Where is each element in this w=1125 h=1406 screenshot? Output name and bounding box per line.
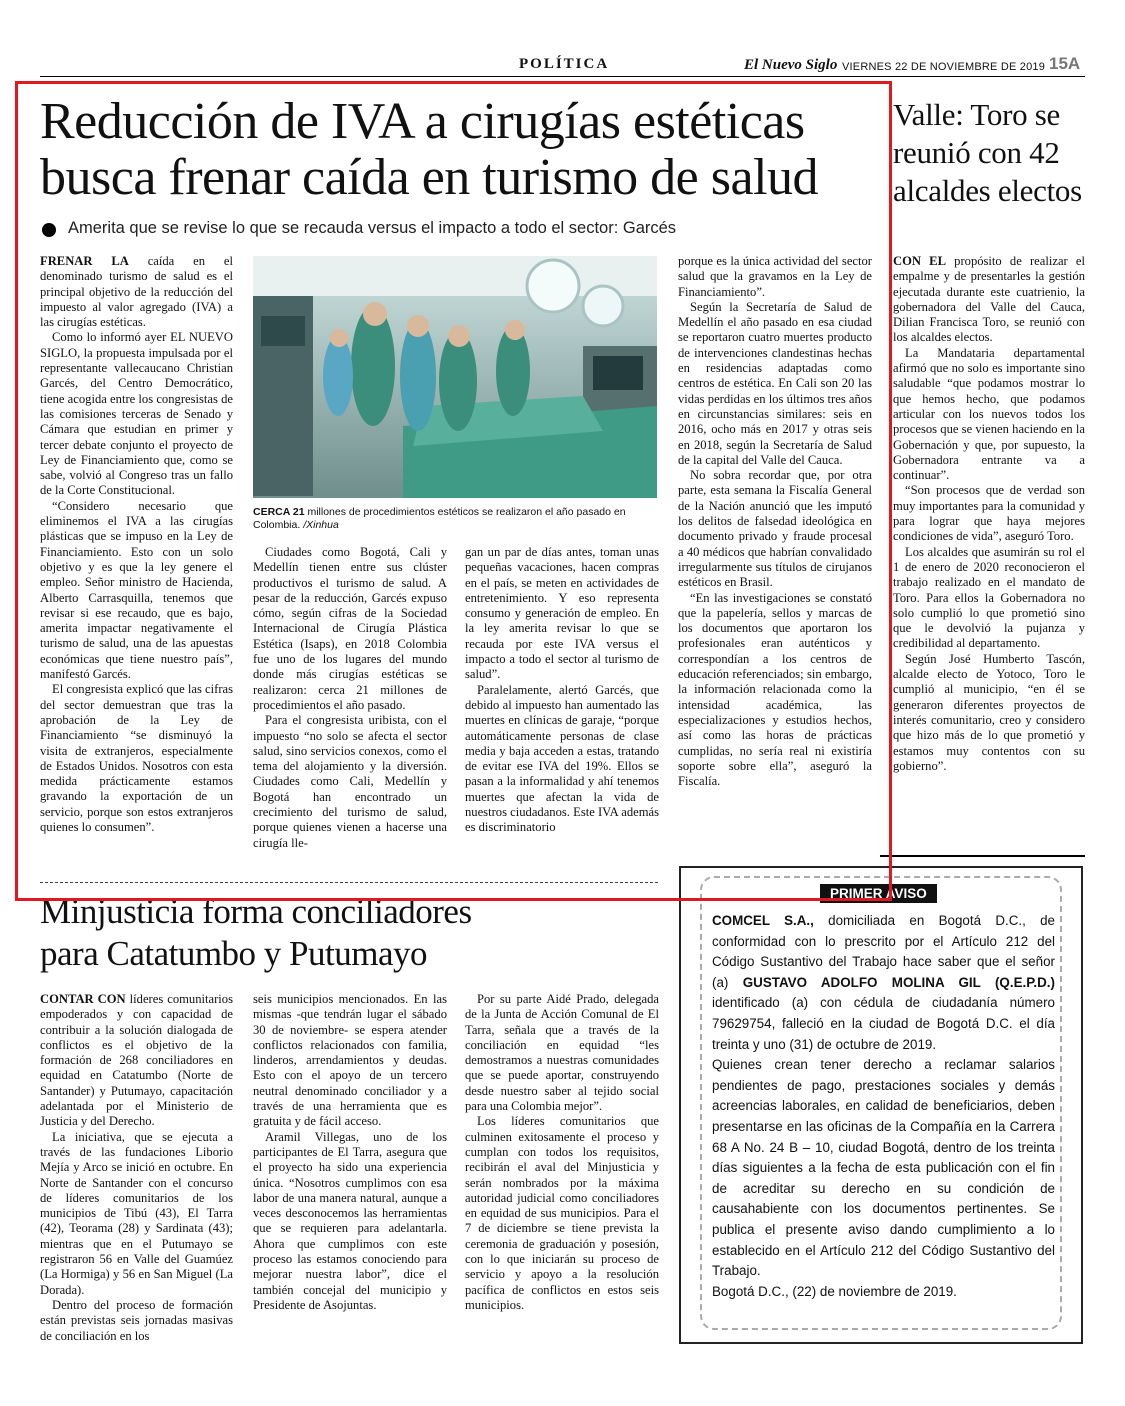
main-column-2 bbox=[253, 545, 447, 851]
minjusticia-para: Aramil Villegas, uno de los participantes de El Tarra, asegura que el proyecto ha sido una experiencia única. “Nosotros cumplimos con esa labor de una manera natural, aunque a veces desconocemos las herramientas que se requieren para adelantarla. Ahora que cumplimos con este proceso las estamos conociendo para mejorar nuestra labor”, dice el también concejal del municipio y Presidente de Asojuntas. bbox=[253, 1129, 447, 1312]
main-subtitle: Amerita que se revise lo que se recauda versus el impacto a todo el sector: Garcés bbox=[68, 219, 677, 237]
minjusticia-para: La iniciativa, que se ejecuta a través de las fundaciones Liborio Mejía y Arco se inició en octubre. En Norte de Santander con el concurso de líderes comunitarios de los municipios de Tibú (43), El Tarra (42), Teorama (28) y Sardinata (43); mientras que en el Putumayo se registraron 56 en Valle del Guamúez (La Hormiga) y 56 en San Miguel (La Dorada). bbox=[40, 1129, 233, 1297]
notice-para-2: Quienes crean tener derecho a reclamar salarios pendientes de pago, prestaciones sociales y demás acreencias laborales, en calidad de beneficiarios, deben presentarse en las oficinas de la Compañía en la Carrera 68 A No. 24 B – 10, ciudad Bogotá, dentro de los treinta días siguientes a la fecha de esta publicación con el fin de acreditar su derecho en su condición de causahabiente con los documentos pertinentes. Se publica el presente aviso dando cumplimiento a lo establecido en el Artículo 212 del Código Sustantivo del Trabajo. bbox=[712, 1057, 1055, 1279]
valle-column bbox=[893, 254, 1085, 774]
photo-caption: CERCA 21 millones de procedimientos estéticos se realizaron el año pasado en Colombia. /Xinhua bbox=[253, 506, 626, 531]
primer-aviso-badge: PRIMER AVISO bbox=[820, 884, 937, 903]
main-col1-para: “Considero necesario que eliminemos el IVA a las cirugías plásticas que se impuso en la Ley de Financiamiento. Esto con un solo objetivo y es que la ley genere el empleo. Señor ministro de Hacienda, Alberto Carrasquilla, tenemos que revisar si ese recaudo, que es bajo, amerita impactar negativamente el turismo de salud, una de las apuestas económicas que tiene nuestro país”, manifestó Garcés. bbox=[40, 498, 233, 682]
main-col3-para: gan un par de días antes, toman unas pequeñas vacaciones, hacen compras en el país, se meten en actividades de entretenimiento. Y eso representa consumo y generación de empleo. En la ley amerita revisar lo que se recauda por este IVA versus el impacto a todo el sector al turismo de salud”. bbox=[465, 545, 659, 682]
main-col4-para: porque es la única actividad del sector salud que la gravamos en la Ley de Financiamiento”. bbox=[678, 254, 872, 299]
legal-notice-text bbox=[712, 911, 1055, 1302]
notice-para-1: COMCEL S.A., domiciliada en Bogotá D.C., de conformidad con lo prescrito por el Artículo 212 del Código Sustantivo del Trabajo hace saber que el señor (a) GUSTAVO ADOLFO MOLINA GIL (Q.E.P.D.) identificado (a) con cédula de ciudadanía número 79629754, falleció en la ciudad de Bogotá D.C. el día treinta y uno (31) de octubre de 2019. bbox=[712, 913, 1056, 1052]
valle-headline: Valle: Toro se reunió con 42 alcaldes electos bbox=[893, 97, 1082, 208]
main-headline-line2: busca frenar caída en turismo de salud bbox=[40, 149, 819, 206]
minjusticia-headline-line1: Minjusticia forma conciliadores bbox=[40, 892, 472, 931]
minjusticia-para: CONTAR CON líderes comunitarios empoderados y con capacidad de contribuir a la solución dialogada de conflictos es el objetivo de la formación de 268 conciliadores en equidad en Catatumbo (Norte de Santander) y Putumayo, capacitación adelantada por el Ministerio de Justicia y del Derecho. bbox=[40, 992, 233, 1129]
main-column-1 bbox=[40, 254, 233, 835]
minjusticia-para: Dentro del proceso de formación están previstas seis jornadas masivas de conciliación en los bbox=[40, 1297, 233, 1343]
main-col4-para: “En las investigaciones se constató que la papelería, sellos y marcas de los documentos que aportaron los profesionales eran auténticos y correspondían a los centros de educación referenciados; sin embargo, la información relacionada como la intensidad académica, las especializaciones y estudios hechos, así como las horas de prácticas cumplidas, no sería real ni existiría soporte sobre ella”, aseguró la Fiscalía. bbox=[678, 590, 872, 789]
section-label: POLÍTICA bbox=[519, 56, 610, 72]
valle-para: “Son procesos que de verdad son muy importantes para la comunidad y para lograr que haya mejores condiciones de vida”, aseguró Toro. bbox=[893, 483, 1085, 544]
page-number: 15A bbox=[1049, 54, 1081, 73]
sidebar-rule bbox=[880, 855, 1085, 857]
main-col4-para: No sobra recordar que, por otra parte, esta semana la Fiscalía General de la Nación anunció que les imputó los delitos de falsedad ideológica en documento privado y fraude procesal a 40 médicos que habrían convalidado irregularmente sus títulos de cirujanos estéticos en Brasil. bbox=[678, 468, 872, 590]
main-col4-para: Según la Secretaría de Salud de Medellín el año pasado en esa ciudad se reportaron cuatro muertes producto de intervenciones clandestinas hechas en residencias adaptadas como centros de estética. En Cali son 20 las vidas perdidas en los últimos tres años en circunstancias similares: seis en 2016, ocho más en 2017 y otras seis en 2018, según la Secretaría de Salud de la capital del Valle del Cauca. bbox=[678, 299, 872, 467]
valle-para: Según José Humberto Tascón, alcalde electo de Yotoco, Toro le cumplió al municipio, “en él se generaron diferentes proyectos de interés comunitario, creo y considero que hizo más de lo que prometió y estamos muy contentos con su gobierno”. bbox=[893, 651, 1085, 773]
minjusticia-para: seis municipios mencionados. En las mismas -que tendrán lugar el sábado 30 de noviembre- se espera atender conflictos relacionados con familia, linderos, arrendamientos y deudas. Esto con el apoyo de un tercero neutral denominado conciliador y a través de una herramienta que es gratuita y de fácil acceso. bbox=[253, 992, 447, 1129]
main-column-3 bbox=[465, 545, 659, 836]
main-column-4 bbox=[678, 254, 872, 789]
valle-para: La Mandataria departamental afirmó que no solo es importante sino saludable “que podamos mostrar lo que hemos hecho, que podamos articular con los nuevos todos los procesos que se vienen haciendo en la Gobernación y que, por supuesto, la Gobernadora entrante va a continuar”. bbox=[893, 345, 1085, 483]
bullet-icon bbox=[42, 223, 56, 237]
main-col1-para: El congresista explicó que las cifras del sector demuestran que tras la aprobación de la Ley de Financiamiento “se disminuyó la visita de extranjeros, especialmente de Estados Unidos. Nosotros con esta medida prácticamente estamos gravando la exportación de un servicio, porque son estos extranjeros quienes lo consumen”. bbox=[40, 682, 233, 834]
section-divider bbox=[40, 882, 658, 883]
surgery-photo bbox=[253, 256, 657, 498]
minjusticia-para: Por su parte Aidé Prado, delegada de la Junta de Acción Comunal de El Tarra, señala que a través de la conciliación en equidad “les demostramos a nuestras comunidades que se puede aportar, construyendo desde nuestro saber al tejido social para una Colombia mejor”. bbox=[465, 992, 659, 1114]
valle-para: Los alcaldes que asumirán su rol el 1 de enero de 2020 reconocieron el trabajo realizado en el mandato de Toro. Para ellos la Gobernadora no solo cumplió lo que prometió sino que le devolvió la pujanza y credibilidad al departamento. bbox=[893, 544, 1085, 651]
main-col1-para: FRENAR LA caída en el denominado turismo de salud es el principal objetivo de la reducción del impuesto al valor agregado (IVA) a las cirugías estéticas. bbox=[40, 254, 233, 330]
main-col3-para: Paralelamente, alertó Garcés, que debido al impuesto han aumentado las muertes en clínicas de garaje, “porque automáticamente personas de clase media y baja acceden a estas, tratando de evitar ese IVA del 19%. Ellos se pasan a la informalidad y ahí tenemos muertes que afectan la vida de nuestros ciudadanos. Este IVA además es discriminatorio bbox=[465, 682, 659, 835]
minjusticia-column-2 bbox=[253, 992, 447, 1313]
main-headline-line1: Reducción de IVA a cirugías estéticas bbox=[40, 93, 805, 150]
main-col2-para: Ciudades como Bogotá, Cali y Medellín tienen entre sus clúster productivos el turismo de salud. A pesar de la reducción, Garcés expuso cómo, según cifras de la Sociedad Internacional de Cirugía Plástica Estética (Isaps), en 2018 Colombia fue uno de los lugares del mundo donde más cirugías estéticas se realizaron: cerca 21 millones de procedimientos el año pasado. bbox=[253, 545, 447, 712]
minjusticia-headline-line2: para Catatumbo y Putumayo bbox=[40, 934, 428, 973]
main-col1-para: Como lo informó ayer EL NUEVO SIGLO, la propuesta impulsada por el representante vallecaucano Christian Garcés, del Centro Democrático, tiene acogida entre los congresistas de las comisiones terceras de Senado y Cámara que estudian en primer y tercer debate conjunto el proyecto de Ley de Financiamiento que, como se sabe, volvió al Congreso tras un fallo de la Corte Constitucional. bbox=[40, 330, 233, 498]
minjusticia-para: Los líderes comunitarios que culminen exitosamente el proceso y cumplan con todos los requisitos, recibirán el aval del Minjusticia y serán nombrados por la máxima autoridad judicial como conciliadores en equidad de sus municipios. Para el 7 de diciembre se tiene prevista la ceremonia de graduación y posesión, con lo que iniciarán su proceso de servicio y apoyo a la resolución pacífica de conflictos en estos seis municipios. bbox=[465, 1114, 659, 1312]
minjusticia-column-3 bbox=[465, 992, 659, 1313]
valle-para: CON EL propósito de realizar el empalme y de presentarles la gestión ejecutada durante este cuatrienio, la gobernadora del Valle del Cauca, Dilian Francisca Toro, se reunió con los alcaldes electos. bbox=[893, 254, 1085, 345]
notice-para-3: Bogotá D.C., (22) de noviembre de 2019. bbox=[712, 1283, 957, 1299]
minjusticia-column-1 bbox=[40, 992, 233, 1344]
main-col2-para: Para el congresista uribista, con el impuesto “no solo se afecta el sector salud, sino servicios conexos, como el tema del alojamiento y la diversión. Ciudades como Cali, Medellín y Bogotá han encontrado un crecimiento del turismo de salud, porque quienes vienen a hacerse una cirugía lle- bbox=[253, 713, 447, 850]
issue-date: VIERNES 22 DE NOVIEMBRE DE 2019 bbox=[842, 61, 1046, 73]
surgery-photo-image bbox=[253, 256, 657, 498]
photo-credit: /Xinhua bbox=[303, 519, 339, 531]
header-rule bbox=[40, 76, 1085, 77]
newspaper-name: El Nuevo Siglo bbox=[744, 57, 838, 73]
